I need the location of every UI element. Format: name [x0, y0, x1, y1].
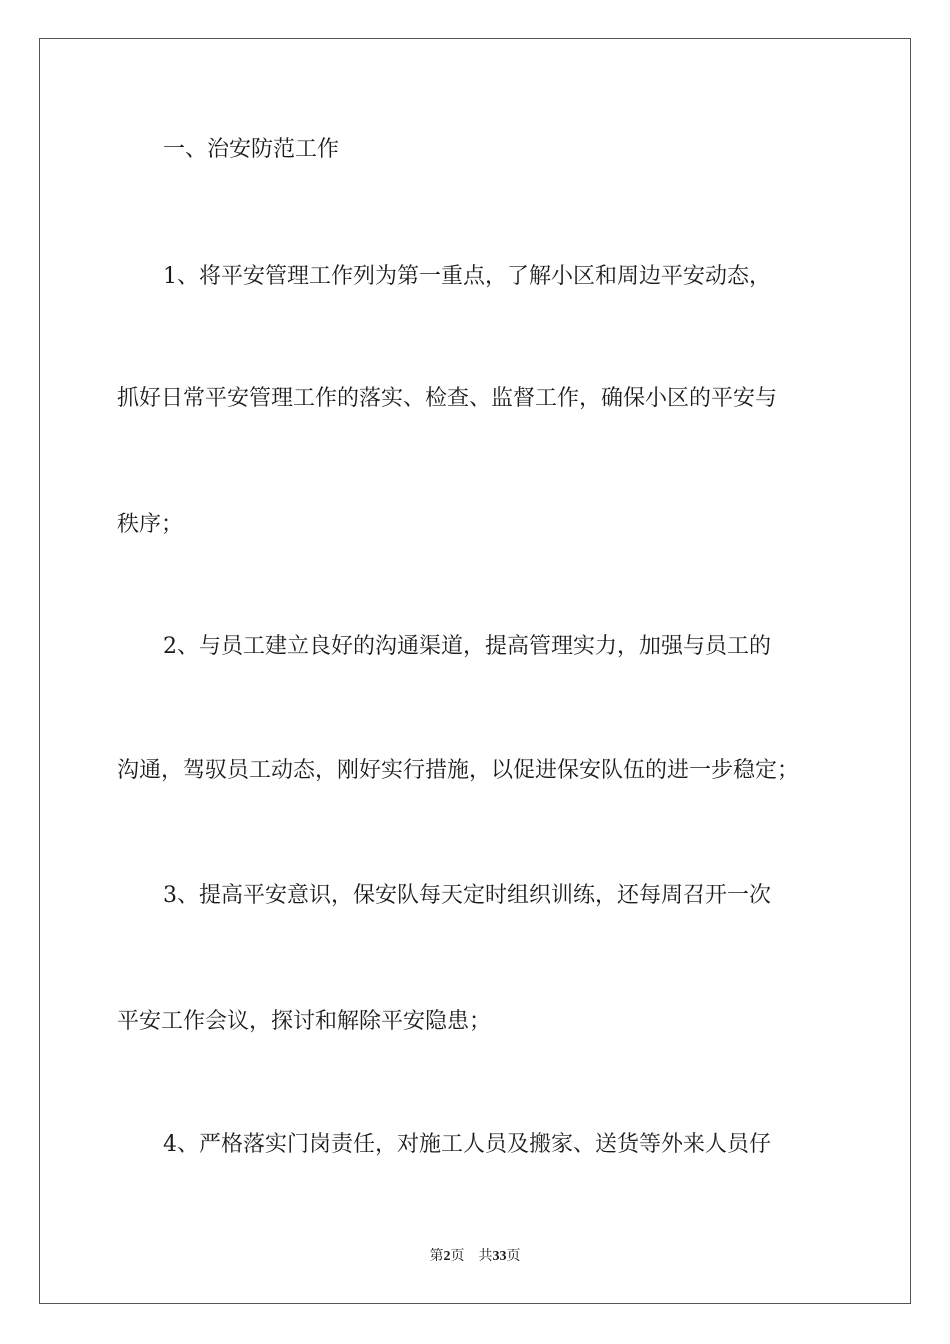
paragraph-line: 秩序；: [117, 512, 184, 537]
page-prefix: 第: [429, 1249, 444, 1264]
page-border: [39, 38, 911, 1304]
total-pages: 33: [492, 1249, 507, 1264]
page-number: 2: [443, 1249, 451, 1264]
paragraph-line: 沟通，驾驭员工动态，刚好实行措施，以促进保安队伍的进一步稳定；: [117, 758, 800, 783]
paragraph-line: 平安工作会议，探讨和解除平安隐患；: [117, 1009, 492, 1034]
paragraph-line: 抓好日常平安管理工作的落实、检查、监督工作，确保小区的平安与: [117, 386, 778, 411]
total-prefix: 共: [478, 1249, 493, 1264]
paragraph-line: 4、严格落实门岗责任，对施工人员及搬家、送货等外来人员仔: [163, 1132, 771, 1157]
paragraph-line: 3、提高平安意识，保安队每天定时组织训练，还每周召开一次: [163, 883, 771, 908]
paragraph-line: 1、将平安管理工作列为第一重点，了解小区和周边平安动态，: [163, 264, 771, 289]
page-suffix: 页: [450, 1249, 465, 1264]
total-suffix: 页: [506, 1249, 521, 1264]
section-heading: 一、治安防范工作: [163, 137, 340, 162]
paragraph-line: 2、与员工建立良好的沟通渠道，提高管理实力，加强与员工的: [163, 634, 771, 659]
page-footer: [0, 1248, 950, 1266]
